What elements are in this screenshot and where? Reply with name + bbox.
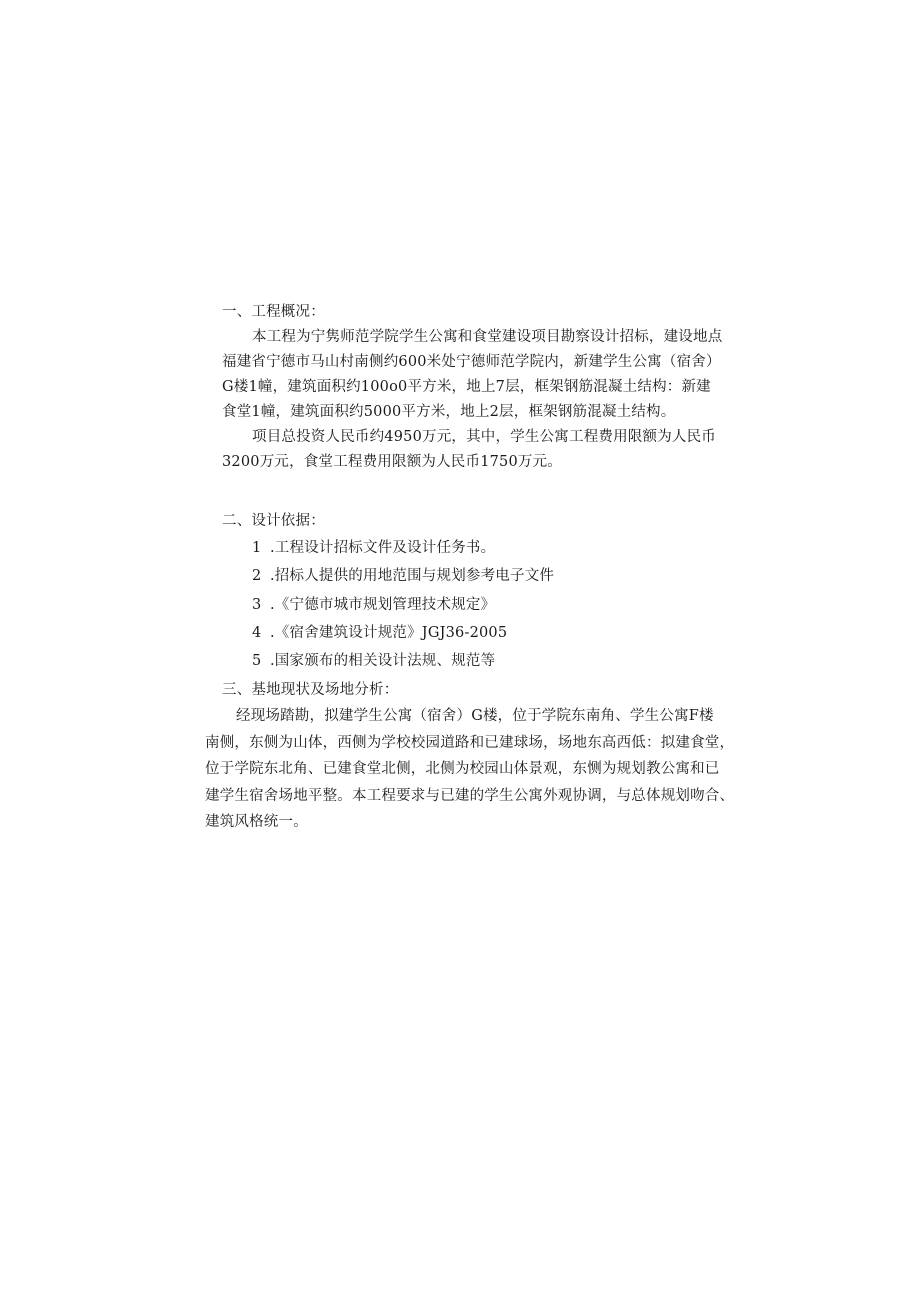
section-3-paragraph-line-1: 经现场踏勘，拟建学生公寓（宿舍）G楼，位于学院东南角、学生公寓F楼 (236, 708, 714, 724)
list-item-number: 1 (252, 540, 262, 556)
section-3-paragraph-line-2: 南侧，东侧为山体，西侧为学校校园道路和已建球场，场地东高西低：拟建食堂， (205, 735, 735, 751)
list-item (252, 538, 495, 558)
section-3-heading: 三、基地现状及场地分析： (222, 682, 399, 698)
list-item-text: .国家颁布的相关设计法规、规范等 (270, 653, 496, 669)
section-1-paragraph-2-line-1: 项目总投资人民币约4950万元，其中，学生公寓工程费用限额为人民币 (252, 429, 716, 445)
list-item-text: .工程设计招标文件及设计任务书。 (270, 540, 496, 556)
section-3-paragraph-line-3: 位于学院东北角、已建食堂北侧，北侧为校园山体景观，东恻为规划教公寓和已 (205, 761, 720, 777)
section-1-paragraph-1-line-3: G楼1幢，建筑面积约100o0平方米，地上7层，框架钢筋混凝土结构：新建 (222, 379, 711, 395)
list-item-text: .《宿舍建筑设计规范》JGJ36-2005 (270, 625, 508, 641)
section-3-paragraph-line-4: 建学生宿舍场地平整。本工程要求与已建的学生公寓外观协调，与总体规划吻合、 (205, 788, 735, 804)
section-1-paragraph-1-line-1: 本工程为宁隽师范学院学生公寓和食堂建设项目勘察设计招标，建设地点 (252, 329, 723, 345)
list-item (252, 623, 507, 643)
section-1-paragraph-1-line-4: 食堂1幢，建筑面积约5000平方米，地上2层，框架钢筋混凝土结构。 (222, 404, 676, 420)
section-1-paragraph-2-line-2: 3200万元，食堂工程费用限额为人民币1750万元。 (222, 454, 563, 470)
list-item-text: .《宁德市城市规划管理技术规定》 (270, 597, 496, 613)
list-item-number: 2 (252, 568, 262, 584)
section-1-heading: 一、工程概况： (222, 304, 325, 320)
list-item-text: .招标人提供的用地范围与规划参考电子文件 (270, 568, 555, 584)
list-item (252, 651, 495, 671)
list-item-number: 4 (252, 625, 262, 641)
list-item (252, 566, 554, 586)
list-item-number: 3 (252, 597, 262, 613)
list-item (252, 595, 495, 615)
section-3-paragraph-line-5: 建筑风格统一。 (205, 814, 308, 830)
list-item-number: 5 (252, 653, 262, 669)
section-1-paragraph-1-line-2: 福建省宁德市马山村南侧约600米处宁德师范学院内，新建学生公寓（宿舍） (222, 354, 721, 370)
section-2-heading: 二、设计依据： (222, 513, 325, 529)
